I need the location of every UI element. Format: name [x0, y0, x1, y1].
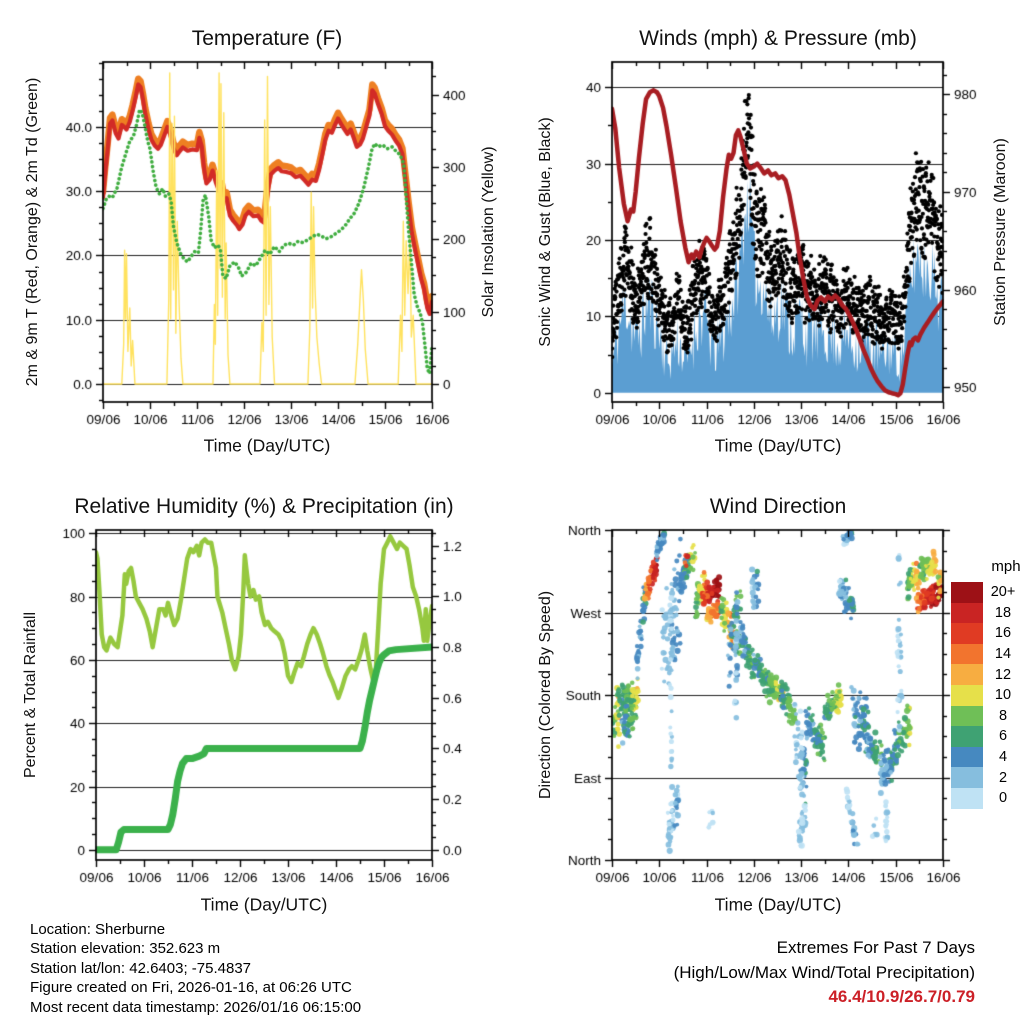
- legend-label: 6: [998, 728, 1008, 745]
- station-location: Location: Sherburne: [30, 921, 166, 938]
- station-latlon: Station lat/lon: 42.6403; -75.4837: [30, 959, 252, 977]
- y-axis-label-pressure-right: Station Pressure (Maroon): [992, 138, 1009, 326]
- wind-speed-legend: [951, 558, 1024, 809]
- legend-swatch: [951, 664, 983, 685]
- y-axis-label-wind-left: Sonic Wind & Gust (Blue, Black): [537, 117, 554, 347]
- legend-label: 20+: [990, 584, 1016, 601]
- legend-row: [951, 603, 1024, 624]
- legend-label: 16: [994, 625, 1012, 642]
- legend-label: 10: [994, 687, 1012, 704]
- legend-row: [951, 747, 1024, 768]
- legend-label: 2: [998, 769, 1008, 786]
- legend-row: [951, 623, 1024, 644]
- extremes-block: [674, 936, 975, 1010]
- legend-row: [951, 767, 1024, 788]
- data-timestamp: Most recent data timestamp: 2026/01/16 06:15:00: [30, 998, 362, 1016]
- legend-row: [951, 726, 1024, 747]
- x-axis-label-temperature: Time (Day/UTC): [203, 435, 331, 456]
- legend-label: 4: [998, 749, 1008, 766]
- y-axis-label-temperature-left: 2m & 9m T (Red, Orange) & 2m Td (Green): [24, 77, 41, 387]
- chart-title-humidity-precip: Relative Humidity (%) & Precipitation (in): [74, 495, 454, 518]
- legend-swatch: [951, 685, 983, 706]
- legend-swatch: [951, 644, 983, 665]
- chart-title-wind-direction: Wind Direction: [709, 495, 847, 518]
- legend-row: [951, 685, 1024, 706]
- y-axis-label-percent-rainfall: Percent & Total Rainfall: [22, 611, 39, 779]
- station-elevation: Station elevation: 352.623 m: [30, 940, 221, 958]
- y-axis-label-solar-right: Solar Insolation (Yellow): [480, 146, 497, 318]
- legend-swatch: [951, 623, 983, 644]
- x-axis-label-humidity-precip: Time (Day/UTC): [200, 894, 328, 915]
- legend-label: 8: [998, 707, 1008, 724]
- chart-title-temperature: Temperature (F): [191, 27, 343, 50]
- legend-row: [951, 664, 1024, 685]
- figure-created: Figure created on Fri, 2026-01-16, at 06:26 UTC: [30, 979, 352, 997]
- extremes-values: 46.4/10.9/26.7/0.79: [828, 987, 975, 1006]
- chart-title-winds-pressure: Winds (mph) & Pressure (mb): [639, 27, 917, 50]
- legend-label: 12: [994, 666, 1012, 683]
- legend-swatch: [951, 582, 983, 603]
- x-axis-label-winds-pressure: Time (Day/UTC): [714, 435, 842, 456]
- legend-swatch: [951, 706, 983, 727]
- legend-row: [951, 706, 1024, 727]
- y-axis-label-direction: Direction (Colored By Speed): [537, 590, 554, 800]
- legend-swatch: [951, 767, 983, 788]
- x-axis-label-wind-direction: Time (Day/UTC): [714, 894, 842, 915]
- legend-swatch: [951, 603, 983, 624]
- extremes-subtitle: (High/Low/Max Wind/Total Precipitation): [673, 962, 975, 982]
- legend-row: [951, 582, 1024, 603]
- extremes-title: Extremes For Past 7 Days: [776, 938, 975, 957]
- legend-row: [951, 788, 1024, 809]
- legend-row: [951, 644, 1024, 665]
- legend-label: 0: [998, 790, 1008, 807]
- legend-label: 14: [994, 646, 1012, 663]
- station-info: [30, 920, 361, 1017]
- legend-label: 18: [994, 604, 1012, 621]
- legend-swatch: [951, 788, 983, 809]
- legend-title-mph: mph: [991, 558, 1021, 575]
- legend-swatch: [951, 747, 983, 768]
- legend-swatch: [951, 726, 983, 747]
